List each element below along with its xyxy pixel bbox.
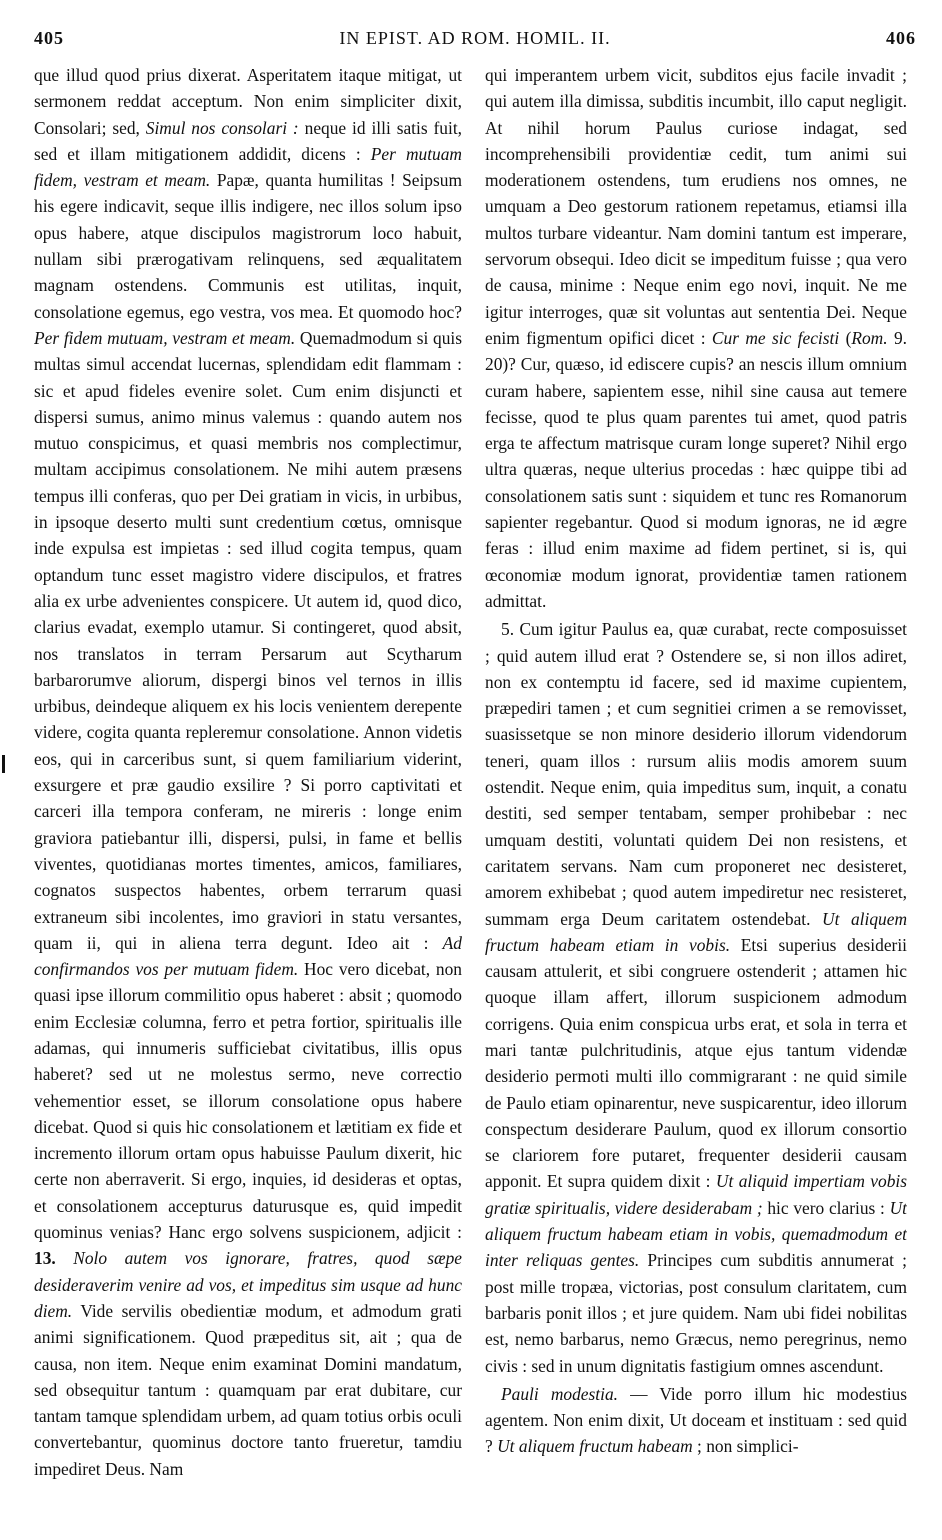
text-run: Etsi superius desiderii causam attulerit, et sibi congruere ostenderit ; attamen hic quoque illam affert, illorum suspicionem admodum corrigens. Quia enim conspicua urbs erat, et sola in terra et mari tantæ pulchritudinis, atque ejus tantum videndæ desiderio permoti multi illo commigrarant : ne quid simile de Paulo etiam opinarentur, neve suspicarentur, ideo illorum conspectum desiderare Paulum, quod ex illorum consortio se clariorem fore putaret, frequenter desiderii causam apponit. Et supra quidem dixit :	[485, 934, 907, 1192]
running-header	[34, 28, 916, 56]
italic-run: Simul nos consolari :	[145, 117, 299, 138]
text-run: 5. Cum igitur Paulus ea, quæ curabat, recte composuisset ; quid autem illud erat ? Ostendere se, si non illos adiret, non ex contemptu id facere, sed id maxime cupientem, præpediri tamen ; et cum segnitiei crimen a se removisset, suasissetque se non minore desiderio illorum videndorum teneri, quam illos : rursum aliis modis amorem suum ostendit. Neque enim, quia impeditus sum, inquit, a conatu destiti, sed semper tentabam, semper prohibebar : nec umquam destiti, voluntati quidem Dei non resistens, et caritatem servans. Nam cum proponeret nec desisteret, amorem exhibebat ; quod autem impediretur nec resisteret, summam erga Deum caritatem ostendebat.	[485, 619, 907, 929]
text-run: hic vero clarius :	[762, 1197, 890, 1218]
text-run: neque id illi satis fuit, sed et illam mitigationem addidit, dicens :	[34, 117, 462, 164]
left-text-column	[34, 62, 462, 1532]
paragraph	[485, 616, 907, 1379]
text-run: ; non simplici-	[692, 1436, 799, 1457]
text-run: Quemadmodum si quis multas simul accendat lucernas, splendidam edit flammam : sic et apud fideles evenire solet. Cum enim disjuncti et dispersi sumus, animo minus valemus : quando autem nos mutuo conspicimus, et quasi membris nos complectimur, multam accipimus consolationem. Ne mihi autem præsens tempus illi conferas, quo per Dei gratiam in vicis, in urbibus, in ipsoque deserto multi sunt credentium cœtus, omnisque inde expulsa est impietas : sed illud cogita tempus, quam optandum tunc esset magistro videre discipulos, et fratres alia ex urbe advenientes conspicere. Ut autem id, quod dico, clarius evadat, exemplo utamur. Si contingeret, quod absit, nos translatos in terram Persarum aut Scytharum barbarorumve aliorum, dispergi binos vel ternos in illis urbibus, deindeque aliquem ex his locis venientem derepente videre, cogita quanta repleremur consolatione. Annon videtis eos, qui in carceribus sunt, si quem familiarium viderint, exsurgere et præ gaudio exsilire ? Si porro captivitati et carceri illa tempora conferam, ne mireris : longe enim graviora patiebantur illi, dispersi, pulsi, in fame et bellis viventes, quotidianas mortes timentes, amicos, familiares, cognatos suspectos habentes, orbem terrarum quasi extraneum sibi incolentes, imo graviori in statu versantes, quam ii, qui in aliena terra degunt. Ideo ait :	[34, 327, 462, 953]
right-page-number: 406	[885, 28, 916, 48]
paragraph	[485, 62, 907, 614]
text-run: Vide servilis obedientiæ modum, et admodum grati animi significationem. Quod præpeditus sit, ait ; qua de causa, non item. Neque enim examinat Domini mandatum, sed obsequitur tantum : quamquam par erat dubitare, cur tantam tamque splendidam urbem, ad quam totius orbis oculi convertebantur, quominus doctore tanto frueretur, tamdiu impediret Deus. Nam	[34, 1300, 462, 1479]
italic-run: Ut aliquem fructum habeam etiam in vobis.	[485, 908, 907, 955]
text-run: qui imperantem urbem vicit, subditos ejus facile invadit ; qui autem illa dimissa, subditis incumbit, illo caput negligit. At nihil horum Paulus curiose indagat, sed incomprehensibili providentiæ cedit, tum animi sui moderationem ostendens, tum erudiens nos omnes, ne umquam a Deo gestorum rationem repetamus, etiamsi illa multos turbare videantur. Nam domini tantum est imperare, servorum obsequi. Ideo dicit se impeditum fuisse ; qua vero de causa, minime : Neque enim ego novi, inquit. Ne me igitur interroges, quæ sit voluntas aut sententia Dei. Neque enim figmentum opifici dicet :	[485, 65, 907, 348]
text-run: Papæ, quanta humilitas ! Seipsum his egere indicavit, seque illis indigere, nec illos solum ipso opus habere, atque discipulos magistrorum loco habuit, nullam sibi prærogativam relinquens, sed æqualitatem magnam ostendens. Communis est utilitas, inquit, consolatione egemus, ego vestra, vos mea. Et quomodo hoc?	[34, 170, 462, 322]
italic-run: Nolo autem vos ignorare, fratres, quod sæpe desideraverim venire ad vos, et impeditus sim usque ad hunc diem.	[34, 1248, 462, 1321]
italic-run: Per mutuam fidem, vestram et meam.	[34, 143, 462, 191]
italic-run: Ut aliquem fructum habeam etiam in vobis, quemadmodum et inter reliquas gentes.	[485, 1197, 907, 1271]
paragraph	[34, 62, 462, 1482]
text-run: que illud quod prius dixerat. Asperitatem itaque mitigat, ut sermonem reddat acceptum. Non enim simpliciter dixit, Consolari; sed,	[34, 65, 462, 138]
bold-run: 13.	[34, 1248, 56, 1269]
text-run: Hoc vero dicebat, non quasi ipse illorum commilitio opus haberet : absit ; quomodo enim Ecclesiæ columna, ferro et petra fortior, spiritualis ille adamas, qui innumeris sufficiebat civitatibus, illis opus haberet? sed ut ne molestus sermo, neve correctio vehementior esset, se illorum consolatione opus habere dicebat. Quod si quis hic consolationem et lætitiam ex fide et incremento illorum ortam opus habuisse Paulum dixerit, hic certe non aberraverit. Si ergo, inquies, id desideras et optas, et consolationem accepturus daturusque es, quid impedit quominus venias? Hanc ergo solvens suspicionem, adjicit :	[34, 959, 462, 1243]
italic-run: Pauli modestia.	[501, 1383, 618, 1404]
paragraph	[485, 1381, 907, 1460]
running-title: IN EPIST. AD ROM. HOMIL. II.	[339, 28, 611, 48]
text-run: — Vide porro illum hic modestius agentem. Non enim dixit, Ut doceam et instituam : sed quid ?	[485, 1383, 907, 1457]
margin-mark	[2, 755, 5, 773]
italic-run: Cur me sic fecisti	[711, 327, 840, 348]
italic-run: Per fidem mutuam, vestram et meam.	[34, 327, 296, 348]
italic-run: Ut aliquem fructum habeam	[497, 1436, 693, 1457]
italic-run: Rom.	[851, 327, 888, 348]
text-run: 9. 20)? Cur, quæso, id ediscere cupis? an nescis illum omnium curam habere, sapientem esse, nihil sine causa aut temere fecisse, quod te plus quam parentes tui amet, quod patris erga te affectum matrisque curam longe superet? Nihil ergo ultra quæras, neque ulterius procedas : hæc quippe tibi ad consolationem satis sunt : siquidem et tunc res Romanorum sapienter regebantur. Quod si modum ignoras, ne id ægre feras : illud enim maxime ad fidem pertinet, si is, qui œconomiæ modum ignorat, providentiæ tamen rationem admittat.	[485, 327, 907, 611]
left-page-number: 405	[34, 28, 64, 48]
italic-run: Ad confirmandos vos per mutuam fidem.	[34, 932, 462, 980]
text-run: (	[839, 327, 852, 348]
text-run: Principes cum subditis annumerat ; post mille tropæa, victorias, post consulum claritatem, cum barbaris ponit illos ; et jure quidem. Nam ubi fidei nobilitas est, nemo barbarus, nemo Græcus, nemo peregrinus, nemo civis : sed in unum dignitatis fastigium omnes ascendunt.	[485, 1250, 907, 1376]
italic-run: Ut aliquid impertiam vobis gratiæ spiritualis, videre desiderabam ;	[485, 1171, 907, 1218]
right-text-column	[485, 62, 907, 1532]
text-run	[56, 1248, 74, 1268]
